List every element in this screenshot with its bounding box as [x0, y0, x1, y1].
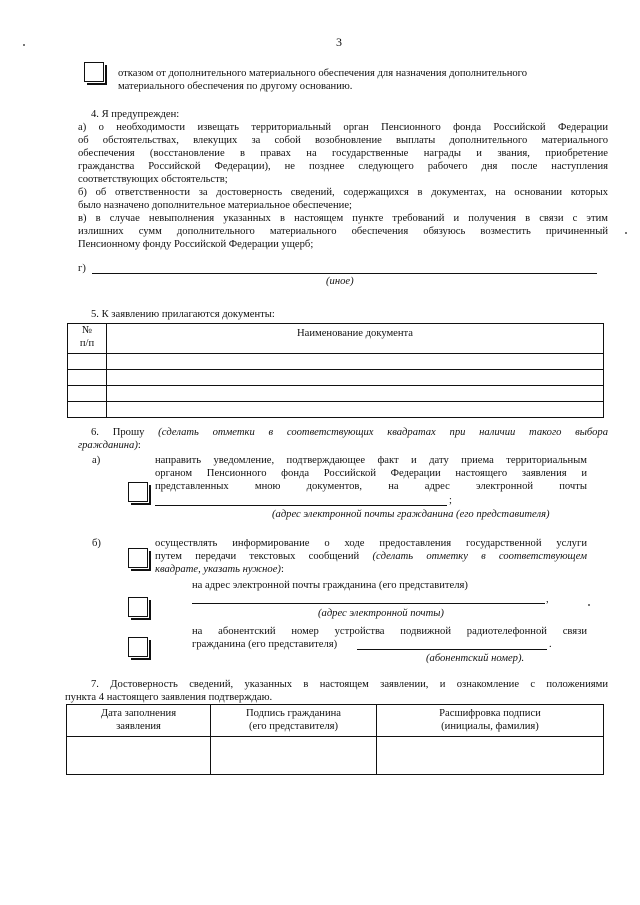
section-4-g-label: г) [78, 263, 86, 274]
signature-header-signature [211, 705, 377, 737]
section-4-v-line: Пенсионному фонду Российской Федерации ущерб; [78, 239, 314, 250]
option-b-label: б) [92, 538, 101, 549]
option-a-text [155, 454, 587, 493]
refusal-line-1: отказом от дополнительного материального обеспечения для назначения дополнительного [118, 68, 528, 79]
section-6-title [78, 426, 608, 452]
signature-decoding-cell[interactable] [377, 737, 604, 775]
signature-table [66, 704, 604, 775]
signature-date-cell[interactable] [67, 737, 211, 775]
section-4-b-line: б) об ответственности за достоверность сведений, содержащихся в документах, на основании которых [78, 187, 608, 198]
phone-option-line-1: на абонентский номер устройства подвижной радиотелефонной связи [192, 626, 587, 637]
email-option-caption: (адрес электронной почты) [318, 608, 444, 619]
signature-header-date-line: Дата заполнения [100, 708, 177, 719]
section-4-a-line: соответствующих обстоятельств; [78, 174, 228, 185]
documents-cell[interactable] [68, 386, 107, 402]
refusal-checkbox[interactable] [84, 62, 104, 82]
documents-cell[interactable] [107, 370, 604, 386]
documents-cell[interactable] [107, 354, 604, 370]
signature-header-signature-line: Подпись гражданина [245, 708, 342, 719]
section-4-g-input-line[interactable] [92, 273, 597, 274]
option-a-email-line[interactable] [155, 505, 447, 506]
email-option-input-line[interactable] [192, 603, 545, 604]
option-a-checkbox[interactable] [128, 482, 148, 502]
option-b-checkbox[interactable] [128, 548, 148, 568]
option-a-line: органом Пенсионного фонда Российской Федерации настоящего заявления и [155, 468, 587, 479]
scan-speck [625, 232, 627, 234]
email-option-label: на адрес электронной почты гражданина (его представителя) [192, 580, 468, 591]
page-number: 3 [336, 35, 342, 49]
section-4-title: 4. Я предупрежден: [91, 109, 180, 120]
phone-option-caption: (абонентский номер). [426, 653, 525, 664]
section-6-title-italic-2: гражданина) [78, 440, 138, 451]
documents-table [67, 323, 604, 418]
documents-cell[interactable] [68, 354, 107, 370]
documents-header-num-line: № [81, 325, 93, 336]
option-a-label: а) [92, 455, 101, 466]
section-6-title-end: : [137, 440, 141, 451]
option-a-caption: (адрес электронной почты гражданина (его представителя) [272, 509, 550, 520]
documents-cell[interactable] [107, 386, 604, 402]
phone-option-input-line[interactable] [357, 649, 547, 650]
email-option-checkbox[interactable] [128, 597, 148, 617]
section-7-line-1: 7. Достоверность сведений, указанных в настоящем заявлении, и ознакомление с положениями [91, 679, 608, 690]
signature-header-date-line: заявления [116, 721, 161, 732]
section-4-v-line: в) в случае невыполнения указанных в настоящем пункте требований и получения в связи с этим [78, 213, 608, 224]
signature-sign-cell[interactable] [211, 737, 377, 775]
option-b-line-2 [155, 550, 587, 563]
option-b-line-2-italic: (сделать отметку в соответствующем [372, 551, 588, 562]
signature-header-decoding-line: Расшифровка подписи [439, 708, 541, 719]
option-a-line: представленных мною документов, на адрес электронной почты [155, 481, 587, 492]
phone-option-checkbox[interactable] [128, 637, 148, 657]
option-b-line-3-end: : [280, 564, 284, 575]
option-b-line-2-plain: путем передачи текстовых сообщений [155, 551, 360, 562]
section-7-text [65, 678, 608, 704]
signature-header-date [67, 705, 211, 737]
section-5-title: 5. К заявлению прилагаются документы: [91, 309, 275, 320]
documents-header-num [68, 324, 107, 354]
documents-cell[interactable] [68, 370, 107, 386]
section-4-g-caption: (иное) [326, 276, 354, 287]
section-6-title-italic: (сделать отметки в соответствующих квадратах при наличии такого выбора [158, 427, 609, 438]
phone-option-text [192, 625, 587, 651]
section-6-title-plain: 6. Прошу [91, 427, 145, 438]
option-b-line-1: осуществлять информирование о ходе предоставления государственной услуги [155, 538, 587, 549]
documents-cell[interactable] [107, 402, 604, 418]
documents-header-name: Наименование документа [107, 324, 604, 354]
email-option-end: , [546, 594, 549, 605]
section-4-a-line: гражданства Российской Федерации), не позднее следующего рабочего дня после наступления [78, 161, 608, 172]
section-4-a-line: обеспечения (восстановление в правах на государственные награды и звания, приобретение [78, 148, 608, 159]
option-b-line-3 [155, 563, 587, 576]
signature-header-decoding [377, 705, 604, 737]
section-4-v-line: излишних сумм дополнительного материального обеспечения обязуюсь возместить причиненный [78, 226, 608, 237]
option-a-line: направить уведомление, подтверждающее факт и дату приема территориальным [155, 455, 587, 466]
section-4-a-line: об обстоятельствах, влекущих за собой возобновление выплаты дополнительного материального [78, 135, 608, 146]
option-b-text [155, 537, 587, 576]
phone-option-line-2: гражданина (его представителя) [192, 639, 338, 650]
option-b-line-3-italic: квадрате, указать нужное) [155, 564, 281, 575]
signature-header-signature-line: (его представителя) [248, 721, 339, 732]
option-a-end: ; [449, 495, 452, 506]
section-4-a-line: а) о необходимости извещать территориальный орган Пенсионного фонда Российской Федерации [78, 122, 608, 133]
section-6-title-line-2 [78, 439, 608, 452]
scan-speck [23, 44, 25, 46]
signature-header-decoding-line: (инициалы, фамилия) [441, 721, 539, 732]
documents-header-num-line: п/п [79, 338, 95, 349]
section-4-b-line: было назначено дополнительное материальное обеспечение; [78, 200, 352, 211]
section-7-line-2: пункта 4 настоящего заявления подтверждаю. [65, 692, 273, 703]
scan-speck [588, 604, 590, 606]
phone-option-end: . [549, 639, 552, 650]
section-4-a [78, 121, 608, 251]
documents-cell[interactable] [68, 402, 107, 418]
section-6-title-line-1 [78, 426, 608, 439]
refusal-line-2: материального обеспечения по другому основанию. [118, 81, 353, 92]
